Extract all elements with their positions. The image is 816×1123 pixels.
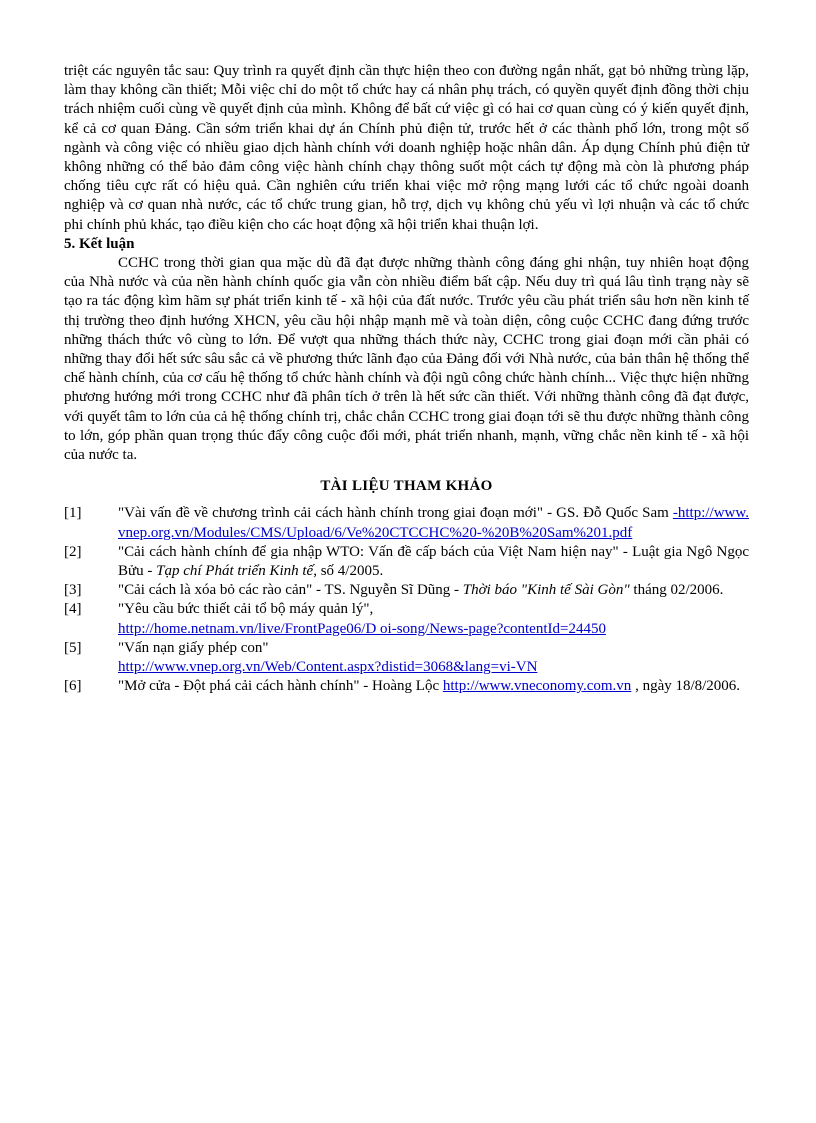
reference-text: "Cải cách hành chính để gia nhập WTO: Vấn đề cấp bách của Việt Nam hiện nay" - Luật gia Ngô Ngọc Bửu -	[118, 543, 749, 580]
reference-number: [1]	[64, 505, 82, 522]
reference-link[interactable]: http://www.vneconomy.com.vn	[442, 678, 632, 695]
reference-number: [6]	[64, 678, 82, 695]
reference-body	[118, 677, 749, 696]
reference-item	[64, 639, 749, 677]
reference-body	[118, 543, 749, 581]
reference-body	[118, 639, 749, 677]
reference-journal: Thời báo "Kinh tế Sài Gòn"	[462, 582, 630, 599]
conclusion-heading: 5. Kết luận	[64, 235, 135, 252]
reference-number: [4]	[64, 601, 82, 618]
reference-text: "Vài vấn đề về chương trình cải cách hành chính trong giai đoạn mới" - GS. Đỗ Quốc Sam	[118, 505, 673, 522]
reference-tail: , số 4/2005.	[313, 563, 384, 580]
reference-link[interactable]: -http://www.vnep.org.vn/Modules/CMS/Upload/6/Ve%20CTCCHC%20-%20B%20Sam%201.pdf	[118, 505, 749, 541]
reference-text: "Cải cách là xóa bỏ các rào cản" - TS. Nguyễn Sĩ Dũng -	[118, 582, 463, 599]
conclusion-paragraph: CCHC trong thời gian qua mặc dù đã đạt được những thành công đáng ghi nhận, tuy nhiên hoạt động của Nhà nước và của nền hành chính quốc gia vẫn còn nhiều điểm bất cập. Nếu duy trì quá lâu tình trạng này sẽ tạo ra tác động kìm hãm sự phát triển kinh tế - xã hội của đất nước. Trước yêu cầu phát triển sâu hơn nền kinh tế thị trường theo định hướng XHCN, yêu cầu hội nhập mạnh mẽ và toàn diện, công cuộc CCHC đang đứng trước những thách thức vô cùng to lớn. Để vượt qua những thách thức này, CCHC trong giai đoạn mới cần phải có những thay đổi hết sức sâu sắc cả về phương thức lãnh đạo của Đảng đối với Nhà nước, của bản thân hệ thống thể chế hành chính, của cơ cấu hệ thống tổ chức hành chính và đội ngũ công chức hành chính... Việc thực hiện những phương hướng mới trong CCHC như đã phân tích ở trên là hết sức cần thiết. Với những thành công đã đạt được, với quyết tâm to lớn của cả hệ thống chính trị, chắc chắn CCHC trong giai đoạn tới sẽ thu được những thành công to lớn, góp phần quan trọng thúc đẩy công cuộc đổi mới, phát triển nhanh, mạnh, vững chắc nền kinh tế - xã hội của nước ta.	[64, 255, 749, 464]
reference-text: "Yêu cầu bức thiết cải tổ bộ máy quản lý",	[118, 601, 374, 618]
reference-body	[118, 581, 749, 600]
reference-body	[118, 504, 749, 542]
reference-link[interactable]: http://home.netnam.vn/live/FrontPage06/D oi-song/News-page?contentId=24450	[118, 620, 606, 637]
reference-number: [3]	[64, 582, 82, 599]
reference-tail: , ngày 18/8/2006.	[631, 678, 741, 695]
reference-item	[64, 543, 749, 581]
reference-item	[64, 581, 749, 600]
reference-journal: Tạp chí Phát triển Kinh tế	[156, 563, 314, 580]
document-page	[64, 62, 749, 697]
reference-item	[64, 600, 749, 638]
reference-text: "Mở cửa - Đột phá cải cách hành chính" - Hoàng Lộc	[118, 678, 443, 695]
reference-item	[64, 504, 749, 542]
reference-link[interactable]: http://www.vnep.org.vn/Web/Content.aspx?distid=3068&lang=vi-VN	[118, 659, 538, 676]
reference-number: [2]	[64, 543, 82, 560]
reference-item	[64, 677, 749, 696]
reference-tail: tháng 02/2006.	[629, 582, 724, 599]
references-list	[64, 504, 749, 696]
references-title: TÀI LIỆU THAM KHẢO	[320, 478, 493, 495]
reference-text: "Vấn nạn giấy phép con"	[118, 639, 269, 656]
intro-paragraph: triệt các nguyên tắc sau: Quy trình ra quyết định cần thực hiện theo con đường ngắn nhất, gạt bỏ những trùng lặp, làm thay không cần thiết; Mỗi việc chỉ do một tổ chức hay cá nhân phụ trách, có quyền quyết định đồng thời chịu trách nhiệm cuối cùng về quyết định của mình. Không để bất cứ việc gì có hai cơ quan cùng có ý kiến quyết định, kể cả cơ quan Đảng. Cần sớm triển khai dự án Chính phủ điện tử, trước hết ở các thành phố lớn, trong một số ngành và công việc có nhiều giao dịch hành chính với doanh nghiệp hoặc nhân dân. Áp dụng Chính phủ điện tử không những có thể bảo đảm công việc hành chính chạy thông suốt một cách tự động mà còn là phương pháp chống tiêu cực rất có hiệu quả. Cần nghiên cứu triển khai việc mở rộng mạng lưới các tổ chức ngoài doanh nghiệp và cơ quan nhà nước, các tổ chức trung gian, hỗ trợ, dịch vụ không chủ yếu vì lợi nhuận và các tổ chức phi chính phủ khác, tạo điều kiện cho các hoạt động xã hội triển khai thuận lợi.	[64, 63, 749, 233]
reference-number: [5]	[64, 639, 82, 656]
reference-body	[118, 600, 749, 638]
